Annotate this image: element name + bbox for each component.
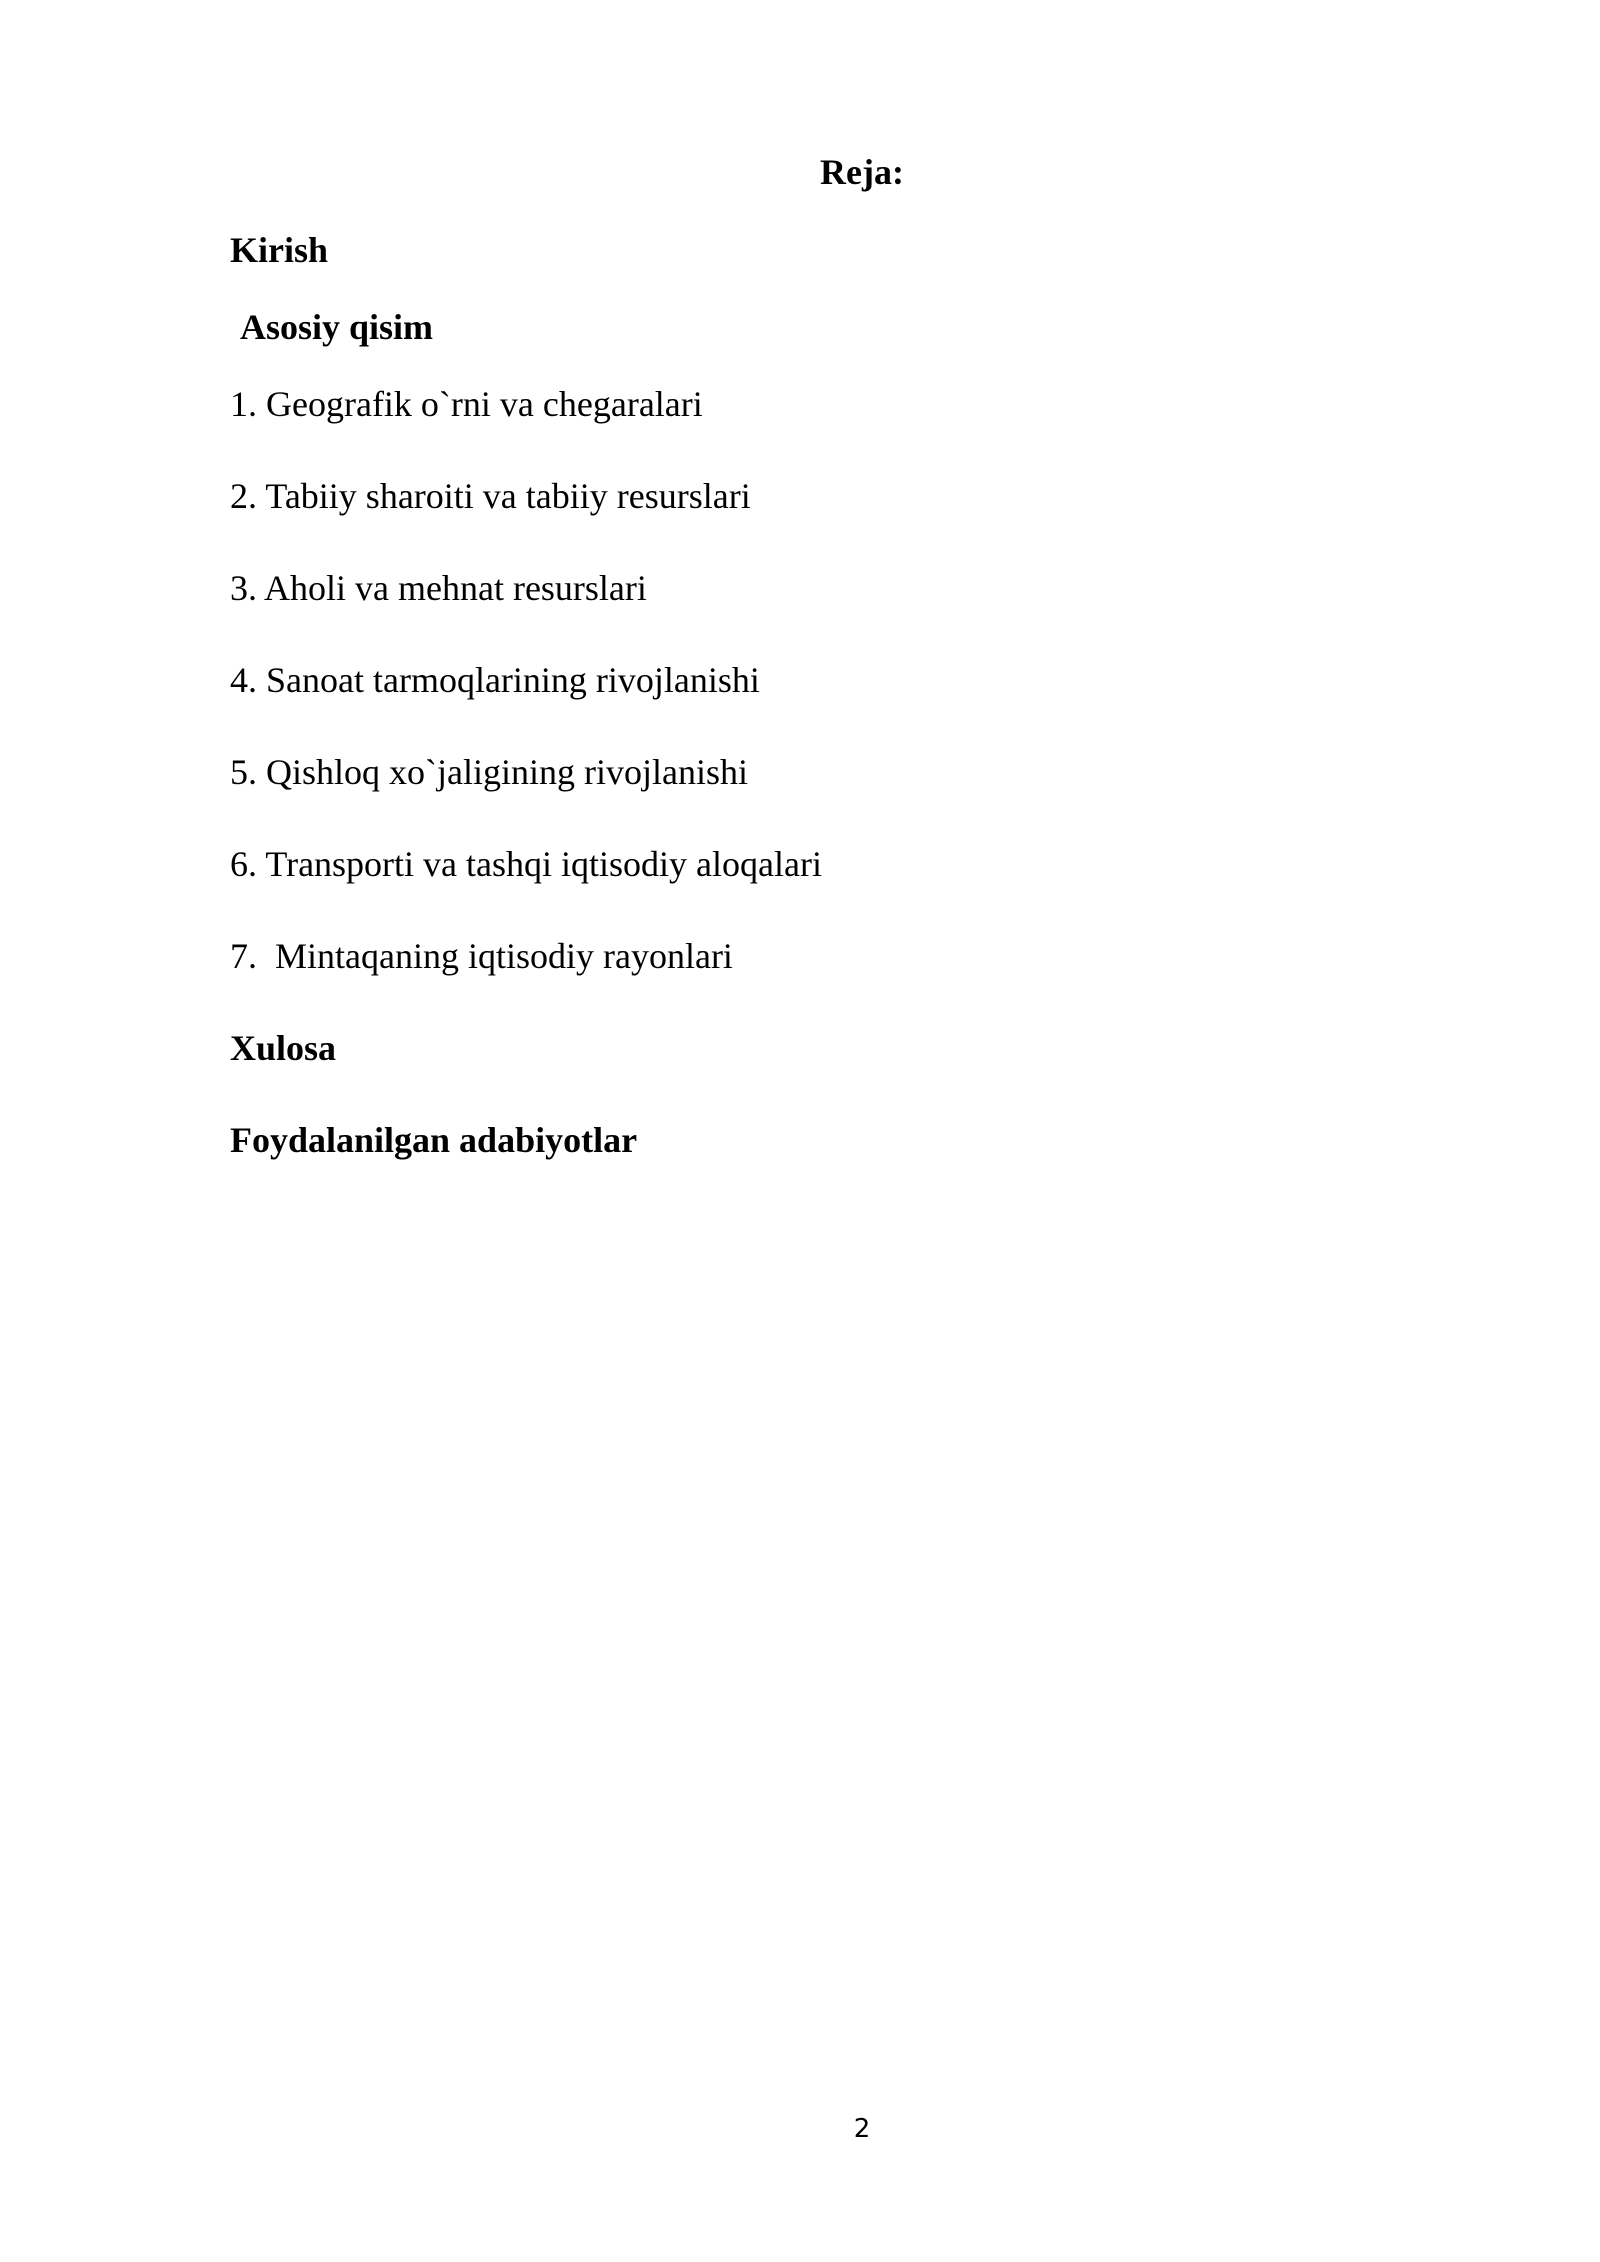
main-part-heading: Asosiy qisim [240, 307, 434, 347]
plan-item-1: 1. Geografik o`rni va chegaralari [230, 384, 703, 424]
references-heading: Foydalanilgan adabiyotlar [230, 1120, 638, 1160]
plan-list [230, 382, 1430, 978]
page-title: Reja: [820, 152, 904, 192]
plan-item-3: 3. Aholi va mehnat resurslari [230, 568, 647, 608]
plan-item-5: 5. Qishloq xo`jaligining rivojlanishi [230, 752, 748, 792]
page-number: 2 [853, 2114, 871, 2144]
intro-heading: Kirish [230, 230, 329, 270]
plan-item-6: 6. Transporti va tashqi iqtisodiy aloqalari [230, 844, 822, 884]
plan-item-7: 7. Mintaqaning iqtisodiy rayonlari [230, 936, 733, 976]
plan-item-2: 2. Tabiiy sharoiti va tabiiy resurslari [230, 476, 751, 516]
plan-item-4: 4. Sanoat tarmoqlarining rivojlanishi [230, 660, 760, 700]
plan-content [230, 228, 1430, 1162]
conclusion-heading: Xulosa [230, 1028, 337, 1068]
